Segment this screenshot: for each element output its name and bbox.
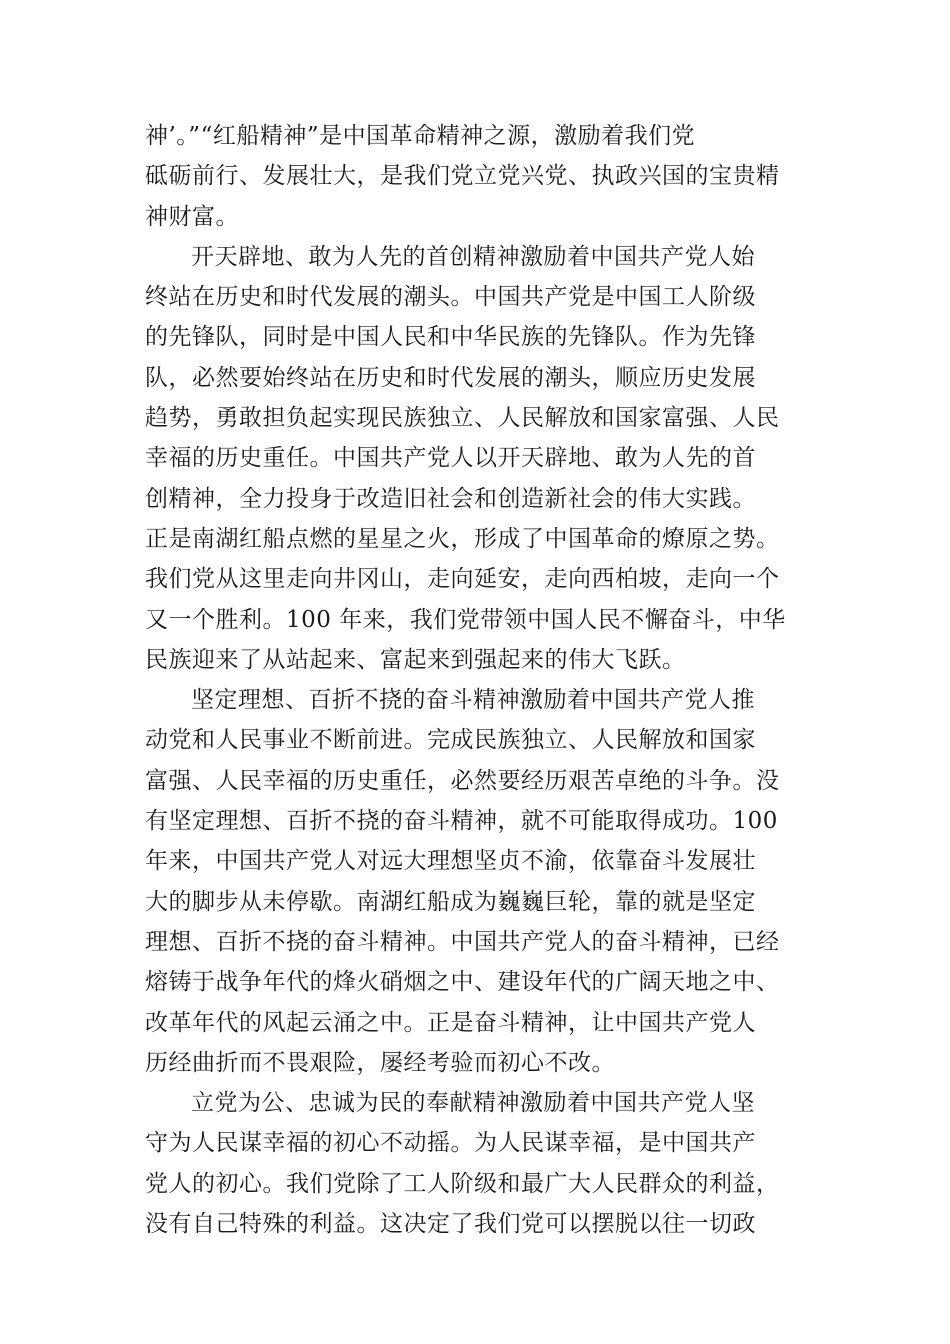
text-line: 趋势，勇敢担负起实现民族独立、人民解放和国家富强、人民 xyxy=(145,405,780,432)
text-line: 坚定理想、百折不挠的奋斗精神激励着中国共产党人推 xyxy=(191,687,755,714)
text-line: 正是南湖红船点燃的星星之火，形成了中国革命的燎原之势。 xyxy=(145,525,780,552)
text-line: 创精神，全力投身于改造旧社会和创造新社会的伟大实践。 xyxy=(145,485,756,512)
paragraph-dedication-spirit xyxy=(145,1083,810,1244)
text-line: 的先锋队，同时是中国人民和中华民族的先锋队。作为先锋 xyxy=(145,324,756,351)
text-line: 砥砺前行、发展壮大，是我们党立党兴党、执政兴国的宝贵精 xyxy=(145,163,780,190)
text-line: 守为人民谋幸福的初心不动摇。为人民谋幸福，是中国共产 xyxy=(145,1130,756,1157)
text-line: 党人的初心。我们党除了工人阶级和最广大人民群众的利益， xyxy=(145,1170,780,1197)
text-line: 开天辟地、敢为人先的首创精神激励着中国共产党人始 xyxy=(191,243,755,270)
text-line: 理想、百折不挠的奋斗精神。中国共产党人的奋斗精神，已经 xyxy=(145,928,780,955)
text-line: 动党和人民事业不断前进。完成民族独立、人民解放和国家 xyxy=(145,727,756,754)
text-line: 幸福的历史重任。中国共产党人以开天辟地、敢为人先的首 xyxy=(145,445,756,472)
text-line: 立党为公、忠诚为民的奉献精神激励着中国共产党人坚 xyxy=(191,1090,755,1117)
text-line: 富强、人民幸福的历史重任，必然要经历艰苦卓绝的斗争。没 xyxy=(145,767,780,794)
paragraph-striving-spirit xyxy=(145,680,810,1083)
text-line: 终站在历史和时代发展的潮头。中国共产党是中国工人阶级 xyxy=(145,284,756,311)
text-line: 历经曲折而不畏艰险，屡经考验而初心不改。 xyxy=(145,1049,615,1076)
text-line: 年来，中国共产党人对远大理想坚贞不渝，依靠奋斗发展壮 xyxy=(145,848,756,875)
text-line: 我们党从这里走向井冈山，走向延安，走向西柏坡，走向一个 xyxy=(145,566,780,593)
text-line: 大的脚步从未停歇。南湖红船成为巍巍巨轮，靠的就是坚定 xyxy=(145,888,756,915)
paragraph-pioneering-spirit xyxy=(145,237,810,680)
paragraph-continuation xyxy=(145,116,810,237)
text-line: 神财富。 xyxy=(145,203,239,230)
text-line: 有坚定理想、百折不挠的奋斗精神，就不可能取得成功。100 xyxy=(145,808,778,835)
text-line: 改革年代的风起云涌之中。正是奋斗精神，让中国共产党人 xyxy=(145,1009,756,1036)
text-line: 神’。”“红船精神”是中国革命精神之源，激励着我们党 xyxy=(145,123,696,149)
text-line: 又一个胜利。100 年来，我们党带领中国人民不懈奋斗，中华 xyxy=(145,606,786,633)
document-body xyxy=(145,116,810,1244)
text-line: 熔铸于战争年代的烽火硝烟之中、建设年代的广阔天地之中、 xyxy=(145,969,780,996)
text-line: 民族迎来了从站起来、富起来到强起来的伟大飞跃。 xyxy=(145,646,686,673)
text-line: 没有自己特殊的利益。这决定了我们党可以摆脱以往一切政 xyxy=(145,1211,756,1238)
text-line: 队，必然要始终站在历史和时代发展的潮头，顺应历史发展 xyxy=(145,364,756,391)
